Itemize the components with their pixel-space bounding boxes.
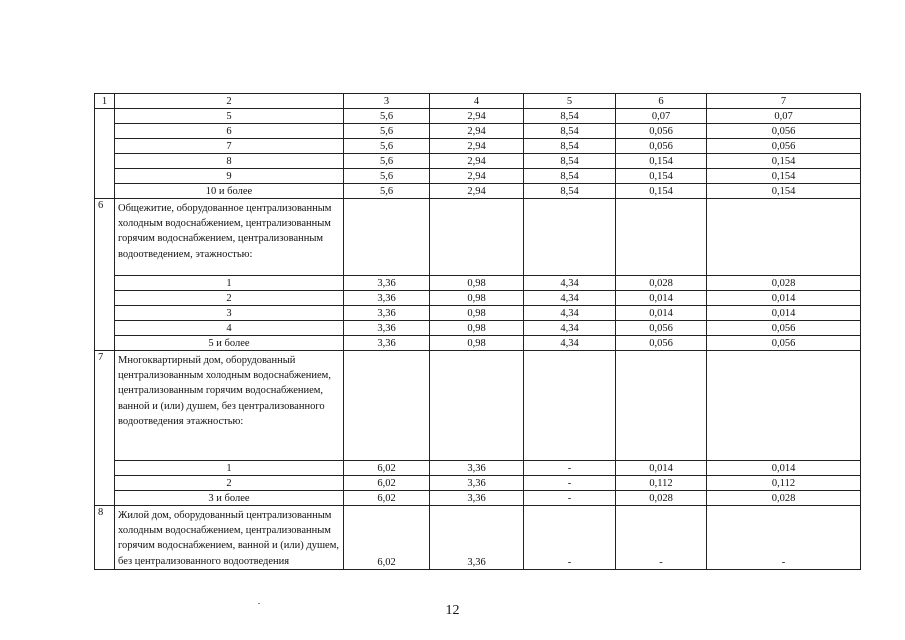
value-cell: 5,6 bbox=[344, 154, 430, 169]
value-cell: - bbox=[524, 461, 616, 476]
value-cell: 2,94 bbox=[430, 184, 524, 199]
table-row bbox=[95, 306, 861, 321]
value-cell: - bbox=[524, 476, 616, 491]
value-cell: 2,94 bbox=[430, 124, 524, 139]
value-cell: 8,54 bbox=[524, 109, 616, 124]
value-cell: 5,6 bbox=[344, 139, 430, 154]
value-cell: 3,36 bbox=[430, 491, 524, 506]
value-cell: 0,154 bbox=[616, 184, 707, 199]
value-cell: 0,98 bbox=[430, 276, 524, 291]
floors-cell: 5 и более bbox=[115, 336, 344, 351]
value-cell: 0,014 bbox=[616, 291, 707, 306]
floors-cell: 1 bbox=[115, 276, 344, 291]
table-row bbox=[95, 276, 861, 291]
value-cell: 3,36 bbox=[430, 506, 524, 570]
value-cell: 0,028 bbox=[707, 491, 861, 506]
value-cell: 6,02 bbox=[344, 506, 430, 570]
value-cell: 4,34 bbox=[524, 336, 616, 351]
value-cell: 0,014 bbox=[707, 461, 861, 476]
value-cell: 0,112 bbox=[707, 476, 861, 491]
table-row bbox=[95, 184, 861, 199]
value-cell: 0,056 bbox=[707, 321, 861, 336]
value-cell: 0,98 bbox=[430, 291, 524, 306]
floors-cell: 4 bbox=[115, 321, 344, 336]
value-cell: 5,6 bbox=[344, 184, 430, 199]
value-cell: 8,54 bbox=[524, 139, 616, 154]
value-cell: 0,07 bbox=[616, 109, 707, 124]
floors-cell: 3 и более bbox=[115, 491, 344, 506]
table-row bbox=[95, 321, 861, 336]
value-cell: 0,028 bbox=[707, 276, 861, 291]
value-cell: 3,36 bbox=[344, 321, 430, 336]
page-number: 12 bbox=[445, 603, 460, 618]
row-number-cell: 6 bbox=[95, 199, 115, 351]
value-cell: 0,014 bbox=[707, 291, 861, 306]
section-heading-row bbox=[95, 199, 861, 276]
table-row bbox=[95, 461, 861, 476]
value-cell: 0,98 bbox=[430, 336, 524, 351]
value-cell: 4,34 bbox=[524, 291, 616, 306]
floors-cell: 7 bbox=[115, 139, 344, 154]
value-cell: 4,34 bbox=[524, 321, 616, 336]
value-cell: 8,54 bbox=[524, 154, 616, 169]
table-row bbox=[95, 139, 861, 154]
table-row bbox=[95, 336, 861, 351]
floors-cell: 3 bbox=[115, 306, 344, 321]
row-number-cell: 7 bbox=[95, 351, 115, 506]
value-cell: 2,94 bbox=[430, 169, 524, 184]
section-description: Многоквартирный дом, оборудованный централизованным холодным водоснабжением, централизованным горячим водоснабжением, ванной и (или) душем, без централизованного водоотведения этажностью: bbox=[115, 351, 344, 461]
table-row bbox=[95, 154, 861, 169]
value-cell: 0,98 bbox=[430, 306, 524, 321]
section-heading-row bbox=[95, 351, 861, 461]
value-cell: 2,94 bbox=[430, 139, 524, 154]
value-cell: 6,02 bbox=[344, 491, 430, 506]
value-cell: 0,112 bbox=[616, 476, 707, 491]
value-cell: 2,94 bbox=[430, 109, 524, 124]
table-row bbox=[95, 124, 861, 139]
value-cell: 3,36 bbox=[344, 306, 430, 321]
value-cell: 3,36 bbox=[344, 336, 430, 351]
floors-cell: 10 и более bbox=[115, 184, 344, 199]
value-cell: 3,36 bbox=[344, 276, 430, 291]
value-cell: 0,98 bbox=[430, 321, 524, 336]
table-row bbox=[95, 476, 861, 491]
value-cell: 0,028 bbox=[616, 276, 707, 291]
header-cell: 5 bbox=[524, 94, 616, 109]
value-cell: 0,014 bbox=[616, 306, 707, 321]
value-cell: 0,056 bbox=[707, 139, 861, 154]
floors-cell: 6 bbox=[115, 124, 344, 139]
value-cell: 3,36 bbox=[344, 291, 430, 306]
value-cell: 6,02 bbox=[344, 476, 430, 491]
value-cell: 4,34 bbox=[524, 276, 616, 291]
value-cell: 0,014 bbox=[616, 461, 707, 476]
header-cell: 1 bbox=[95, 94, 115, 109]
value-cell: 0,07 bbox=[707, 109, 861, 124]
value-cell: 0,154 bbox=[707, 154, 861, 169]
row-number-cell bbox=[95, 109, 115, 199]
value-cell: 0,154 bbox=[707, 184, 861, 199]
value-cell: 5,6 bbox=[344, 169, 430, 184]
value-cell: 0,028 bbox=[616, 491, 707, 506]
floors-cell: 9 bbox=[115, 169, 344, 184]
floors-cell: 1 bbox=[115, 461, 344, 476]
value-cell: 2,94 bbox=[430, 154, 524, 169]
value-cell: 3,36 bbox=[430, 461, 524, 476]
table-row bbox=[95, 291, 861, 306]
header-cell: 2 bbox=[115, 94, 344, 109]
value-cell: 3,36 bbox=[430, 476, 524, 491]
value-cell: 0,056 bbox=[616, 124, 707, 139]
header-cell: 7 bbox=[707, 94, 861, 109]
header-cell: 3 bbox=[344, 94, 430, 109]
value-cell: - bbox=[524, 491, 616, 506]
value-cell: - bbox=[616, 506, 707, 570]
value-cell: 0,056 bbox=[707, 124, 861, 139]
section-description: Общежитие, оборудованное централизованным холодным водоснабжением, централизованным горячим водоснабжением, централизованным водоотведением, этажностью: bbox=[115, 199, 344, 276]
value-cell: 0,154 bbox=[707, 169, 861, 184]
value-cell: 8,54 bbox=[524, 124, 616, 139]
value-cell: 0,014 bbox=[707, 306, 861, 321]
value-cell: - bbox=[524, 506, 616, 570]
floors-cell: 2 bbox=[115, 291, 344, 306]
consumption-norms-table bbox=[94, 93, 861, 570]
floors-cell: 8 bbox=[115, 154, 344, 169]
value-cell: 0,056 bbox=[616, 321, 707, 336]
header-cell: 4 bbox=[430, 94, 524, 109]
table-row bbox=[95, 506, 861, 570]
value-cell: 5,6 bbox=[344, 124, 430, 139]
table-row bbox=[95, 109, 861, 124]
value-cell: 0,154 bbox=[616, 154, 707, 169]
row-number-cell: 8 bbox=[95, 506, 115, 570]
header-row bbox=[95, 94, 861, 109]
value-cell: 0,056 bbox=[707, 336, 861, 351]
table-row bbox=[95, 491, 861, 506]
header-cell: 6 bbox=[616, 94, 707, 109]
floors-cell: 2 bbox=[115, 476, 344, 491]
value-cell: 0,056 bbox=[616, 336, 707, 351]
table-row bbox=[95, 169, 861, 184]
value-cell: 8,54 bbox=[524, 169, 616, 184]
value-cell: 4,34 bbox=[524, 306, 616, 321]
value-cell: 8,54 bbox=[524, 184, 616, 199]
value-cell: - bbox=[707, 506, 861, 570]
value-cell: 5,6 bbox=[344, 109, 430, 124]
value-cell: 0,154 bbox=[616, 169, 707, 184]
value-cell: 6,02 bbox=[344, 461, 430, 476]
floors-cell: 5 bbox=[115, 109, 344, 124]
value-cell: 0,056 bbox=[616, 139, 707, 154]
section-description: Жилой дом, оборудованный централизованным холодным водоснабжением, централизованным горячим водоснабжением, ванной и (или) душем, без централизованного водоотведения bbox=[115, 506, 344, 570]
